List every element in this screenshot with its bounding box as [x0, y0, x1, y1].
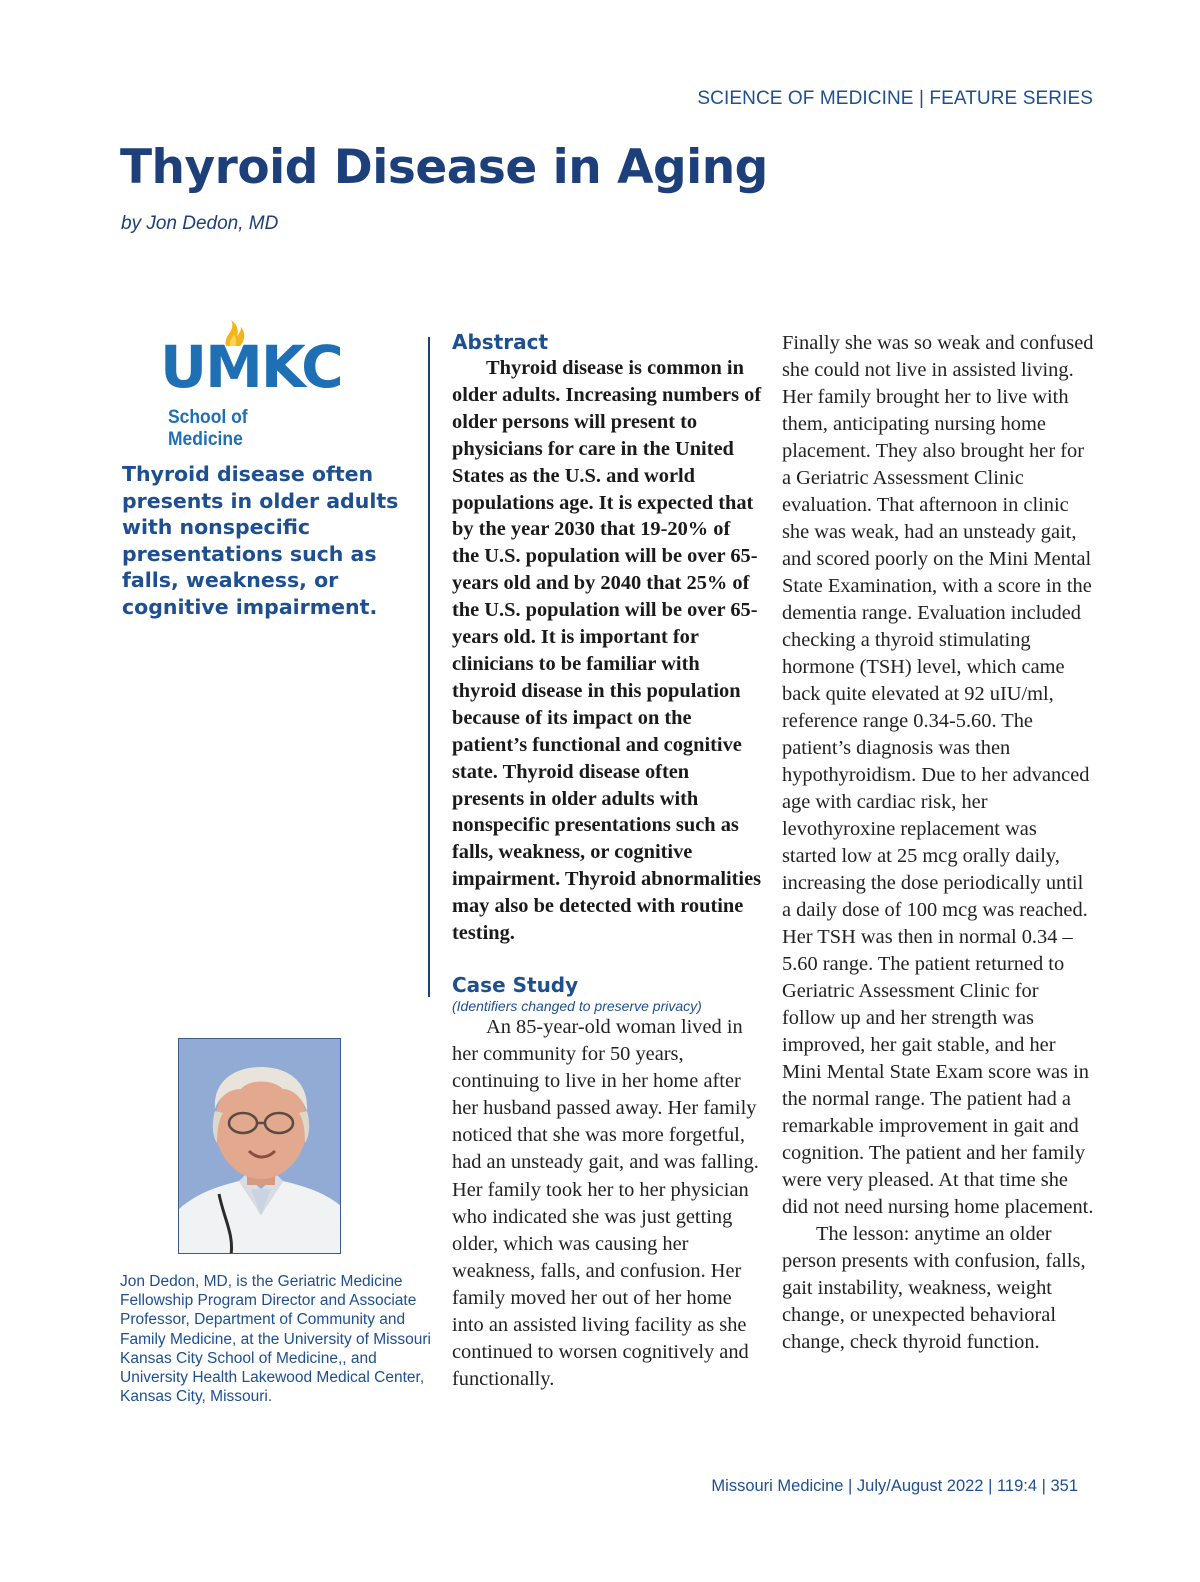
author-portrait-illustration: [179, 1039, 341, 1254]
column-divider: [428, 337, 430, 997]
author-bio: Jon Dedon, MD, is the Geriatric Medicine Fellowship Program Director and Associate Professor, Department of Community and Family Medicine, at the University of Missouri Kansas City School of Medicine,, and University Health Lakewood Medical Center, Kansas City, Missouri.: [120, 1273, 431, 1406]
article-title: Thyroid Disease in Aging: [120, 140, 768, 195]
abstract-heading: Abstract: [452, 330, 549, 354]
case-study-heading: Case Study: [452, 972, 579, 997]
case-study-paragraph-2: Finally she was so weak and confused she could not live in assisted living. Her family brought her to live with them, anticipating nursing home placement. They also brought her for a Geriatric Assessment Clinic evaluation. That afternoon in clinic she was weak, had an unsteady gait, and scored poorly on the Mini Mental State Examination, with a score in the dementia range. Evaluation included checking a thyroid stimulating hormone (TSH) level, which came back quite elevated at 92 uIU/ml, reference range 0.34-5.60. The patient’s diagnosis was then hypothyroidism. Due to her advanced age with cardiac risk, her levothyroxine replacement was started low at 25 mcg orally daily, increasing the dose periodically until a daily dose of 100 mcg was reached. Her TSH was then in normal 0.34 – 5.60 range. The patient returned to Geriatric Assessment Clinic for follow up and her strength was improved, her gait stable, and her Mini Mental State Exam score was in the normal range. The patient had a remarkable improvement in gait and cognition. The patient and her family were very pleased. At that time she did not need nursing home placement.: [782, 332, 1094, 1218]
pull-quote: Thyroid disease often presents in older adults with nonspecific presentations such as falls, weakness, or cognitive impairment.: [122, 462, 399, 619]
case-study-note: (Identifiers changed to preserve privacy): [452, 997, 702, 1014]
middle-column: [452, 330, 762, 1393]
page-footer: Missouri Medicine | July/August 2022 | 119:4 | 351: [711, 1477, 1078, 1495]
logo-subtitle: School of Medicine: [168, 407, 248, 450]
case-study-paragraph-1: An 85-year-old woman lived in her community for 50 years, continuing to live in her home after her husband passed away. Her family noticed that she was more forgetful, had an unsteady gait, and was falling. Her family took her to her physician who indicated she was just getting older, which was causing her weakness, falls, and confusion. Her family moved her out of her home into an assisted living facility as she continued to worsen cognitively and functionally.: [452, 1015, 759, 1391]
abstract-text: Thyroid disease is common in older adults. Increasing numbers of older persons will present to physicians for care in the United States as the U.S. and world populations age. It is expected that by the year 2030 that 19-20% of the U.S. population will be over 65-years old and by 2040 that 25% of the U.S. population will be over 65-years old. It is important for clinicians to be familiar with thyroid disease in this population because of its impact on the patient’s functional and cognitive state. Thyroid disease often presents in older adults with nonspecific presentations such as falls, weakness, or cognitive impairment. Thyroid abnormalities may also be detected with routine testing.: [452, 357, 762, 945]
logo-wordmark: UMKC: [160, 333, 342, 401]
right-column: [782, 330, 1094, 1356]
author-photo: [178, 1038, 341, 1254]
lesson-paragraph: The lesson: anytime an older person presents with confusion, falls, gait instability, weakness, weight change, or unexpected behavioral change, check thyroid function.: [782, 1223, 1086, 1353]
series-header: SCIENCE OF MEDICINE | FEATURE SERIES: [697, 88, 1093, 109]
byline: by Jon Dedon, MD: [121, 213, 279, 234]
umkc-logo: [160, 320, 342, 450]
